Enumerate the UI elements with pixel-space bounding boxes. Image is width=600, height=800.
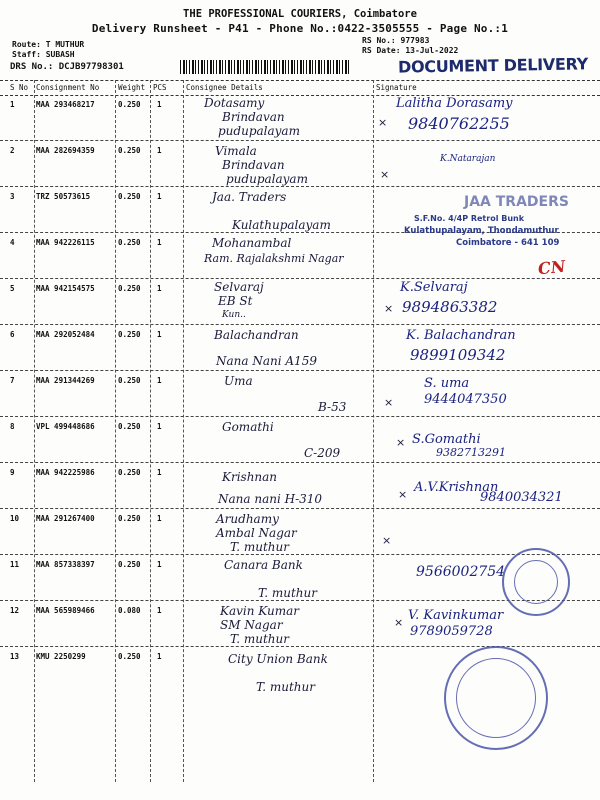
staff-label: Staff: SUBASH: [12, 50, 75, 59]
row-weight: 0.250: [118, 238, 141, 247]
consignee-name: Krishnan: [222, 470, 278, 484]
consignee-name: Arudhamy: [216, 512, 279, 526]
row-consignment: VPL 499448686: [36, 422, 95, 431]
signature-name: V. Kavinkumar: [408, 608, 504, 623]
signature-phone: 9789059728: [410, 624, 493, 639]
cross-mark: ×: [382, 534, 392, 547]
row-consignment: KMU 2250299: [36, 652, 86, 661]
row-pcs: 1: [157, 146, 162, 155]
row-sno: 10: [10, 514, 20, 523]
row-sno: 3: [10, 192, 15, 201]
signature-name: Lalitha Dorasamy: [396, 96, 513, 111]
consignee-address: EB St: [218, 294, 253, 308]
row-pcs: 1: [157, 468, 162, 477]
row-sno: 9: [10, 468, 15, 477]
consignee-area: T. muthur: [258, 586, 317, 600]
table-row: [0, 462, 600, 509]
row-weight: 0.250: [118, 422, 141, 431]
stamp-line-3: Kulathupalayam, Thondamuthur: [404, 226, 559, 236]
row-weight: 0.250: [118, 284, 141, 293]
consignee-name: Mohanambal: [212, 236, 292, 250]
city-union-bank-seal: [444, 646, 548, 750]
consignee-address: SM Nagar: [220, 618, 283, 632]
row-pcs: 1: [157, 652, 162, 661]
cross-mark: ×: [384, 396, 394, 409]
canara-bank-seal: [502, 548, 570, 616]
document-delivery-stamp: DOCUMENT DELIVERY: [397, 54, 589, 77]
rs-number: RS No.: 977983: [362, 36, 430, 45]
signature-phone: 9840762255: [408, 114, 510, 133]
consignee-area: pudupalayam: [226, 172, 308, 186]
row-consignment: MAA 942225986: [36, 468, 95, 477]
route-label: Route: T MUTHUR: [12, 40, 85, 49]
table-row: [0, 140, 600, 187]
cross-mark: ×: [398, 488, 408, 501]
signature-name: S.Gomathi: [412, 432, 481, 447]
consignee-name: Uma: [224, 374, 253, 388]
signature-name: K.Natarajan: [440, 154, 496, 164]
row-pcs: 1: [157, 422, 162, 431]
row-consignment: TRZ 50573615: [36, 192, 91, 201]
row-consignment: MAA 565989466: [36, 606, 95, 615]
barcode: [180, 60, 350, 74]
row-weight: 0.250: [118, 146, 141, 155]
consignee-area: Kun..: [222, 310, 246, 320]
row-pcs: 1: [157, 192, 162, 201]
col-pcs: PCS: [153, 83, 167, 92]
consignee-area: C-209: [304, 446, 341, 460]
row-weight: 0.250: [118, 192, 141, 201]
row-weight: 0.250: [118, 376, 141, 385]
consignee-area: Kulathupalayam: [232, 218, 331, 232]
cross-mark: ×: [396, 436, 406, 449]
signature-name: K. Balachandran: [406, 328, 516, 343]
stamp-line-4: Coimbatore - 641 109: [456, 238, 560, 248]
signature-phone: 9444047350: [424, 392, 507, 407]
consignee-address: Brindavan: [222, 110, 285, 124]
consignee-name: Balachandran: [214, 328, 299, 342]
consignee-name: Kavin Kumar: [220, 604, 299, 618]
signature-name: A.V.Krishnan: [414, 480, 499, 495]
table-row: [0, 278, 600, 325]
row-sno: 11: [10, 560, 20, 569]
consignee-area: T. muthur: [256, 680, 315, 694]
consignee-name: Dotasamy: [204, 96, 265, 110]
row-sno: 4: [10, 238, 15, 247]
col-consignee: Consignee Details: [186, 83, 263, 92]
consignee-area: T. muthur: [230, 632, 289, 646]
signature-name: S. uma: [424, 376, 470, 391]
row-consignment: MAA 292052484: [36, 330, 95, 339]
stamp-line-2: S.F.No. 4/4P Retrol Bunk: [414, 214, 525, 223]
row-weight: 0.250: [118, 330, 141, 339]
consignee-address: Ambal Nagar: [216, 526, 297, 540]
signature-phone: 9840034321: [480, 490, 563, 505]
row-consignment: MAA 857338397: [36, 560, 95, 569]
col-signature: Signature: [376, 83, 417, 92]
cross-mark: ×: [384, 302, 394, 315]
col-consignment: Consignment No: [36, 83, 100, 92]
consignee-area: B-53: [318, 400, 347, 414]
row-pcs: 1: [157, 100, 162, 109]
row-pcs: 1: [157, 606, 162, 615]
row-consignment: MAA 291344269: [36, 376, 95, 385]
row-pcs: 1: [157, 284, 162, 293]
cross-mark: ×: [378, 116, 388, 129]
row-consignment: MAA 293468217: [36, 100, 95, 109]
row-sno: 5: [10, 284, 15, 293]
consignee-name: Gomathi: [222, 420, 274, 434]
signature-phone: 9382713291: [436, 446, 506, 459]
col-sno: S No: [10, 83, 29, 92]
row-sno: 2: [10, 146, 15, 155]
company-title: THE PROFESSIONAL COURIERS, Coimbatore: [183, 8, 417, 20]
consignee-name: Jaa. Traders: [212, 190, 287, 204]
consignee-name: City Union Bank: [228, 652, 328, 666]
table-row: [0, 94, 600, 141]
cross-mark: ×: [394, 616, 404, 629]
consignee-area: pudupalayam: [218, 124, 300, 138]
table-row: [0, 508, 600, 555]
row-sno: 1: [10, 100, 15, 109]
signature-phone: 9566002754: [416, 564, 506, 580]
row-pcs: 1: [157, 330, 162, 339]
consignee-area: Nana Nani A159: [216, 354, 317, 368]
row-sno: 8: [10, 422, 15, 431]
row-weight: 0.250: [118, 514, 141, 523]
signature-phone: 9894863382: [402, 298, 498, 316]
row-consignment: MAA 942226115: [36, 238, 95, 247]
table-row: [0, 370, 600, 417]
cn-mark: CN: [537, 256, 567, 279]
consignee-area: T. muthur: [230, 540, 289, 554]
row-sno: 12: [10, 606, 20, 615]
row-pcs: 1: [157, 376, 162, 385]
traders-stamp: [392, 188, 588, 262]
table-row: [0, 416, 600, 463]
consignee-address: Brindavan: [222, 158, 285, 172]
drs-number: DRS No.: DCJB97798301: [10, 62, 124, 72]
row-weight: 0.080: [118, 606, 141, 615]
row-sno: 7: [10, 376, 15, 385]
row-sno: 6: [10, 330, 15, 339]
cross-mark: ×: [380, 168, 390, 181]
rs-block: [362, 36, 458, 56]
signature-name: K.Selvaraj: [400, 280, 468, 295]
row-weight: 0.250: [118, 100, 141, 109]
row-weight: 0.250: [118, 652, 141, 661]
row-consignment: MAA 942154575: [36, 284, 95, 293]
consignee-name: Selvaraj: [214, 280, 264, 294]
route-staff-block: [12, 40, 84, 60]
signature-phone: 9899109342: [410, 346, 506, 364]
table-row: [0, 324, 600, 371]
row-weight: 0.250: [118, 468, 141, 477]
consignee-name: Canara Bank: [224, 558, 303, 572]
table-row: [0, 600, 600, 647]
stamp-line-1: JAA TRADERS: [464, 194, 569, 210]
row-pcs: 1: [157, 560, 162, 569]
runsheet-title: Delivery Runsheet - P41 - Phone No.:0422-3505555 - Page No.:1: [91, 22, 509, 35]
consignee-address: Ram. Rajalakshmi Nagar: [204, 252, 344, 265]
row-pcs: 1: [157, 514, 162, 523]
rs-date: RS Date: 13-Jul-2022: [362, 46, 459, 55]
consignee-area: Nana nani H-310: [218, 492, 323, 506]
row-consignment: MAA 282694359: [36, 146, 95, 155]
row-consignment: MAA 291267400: [36, 514, 95, 523]
row-weight: 0.250: [118, 560, 141, 569]
consignee-name: Vimala: [215, 144, 257, 158]
row-pcs: 1: [157, 238, 162, 247]
row-sno: 13: [10, 652, 20, 661]
col-weight: Weight: [118, 83, 146, 92]
